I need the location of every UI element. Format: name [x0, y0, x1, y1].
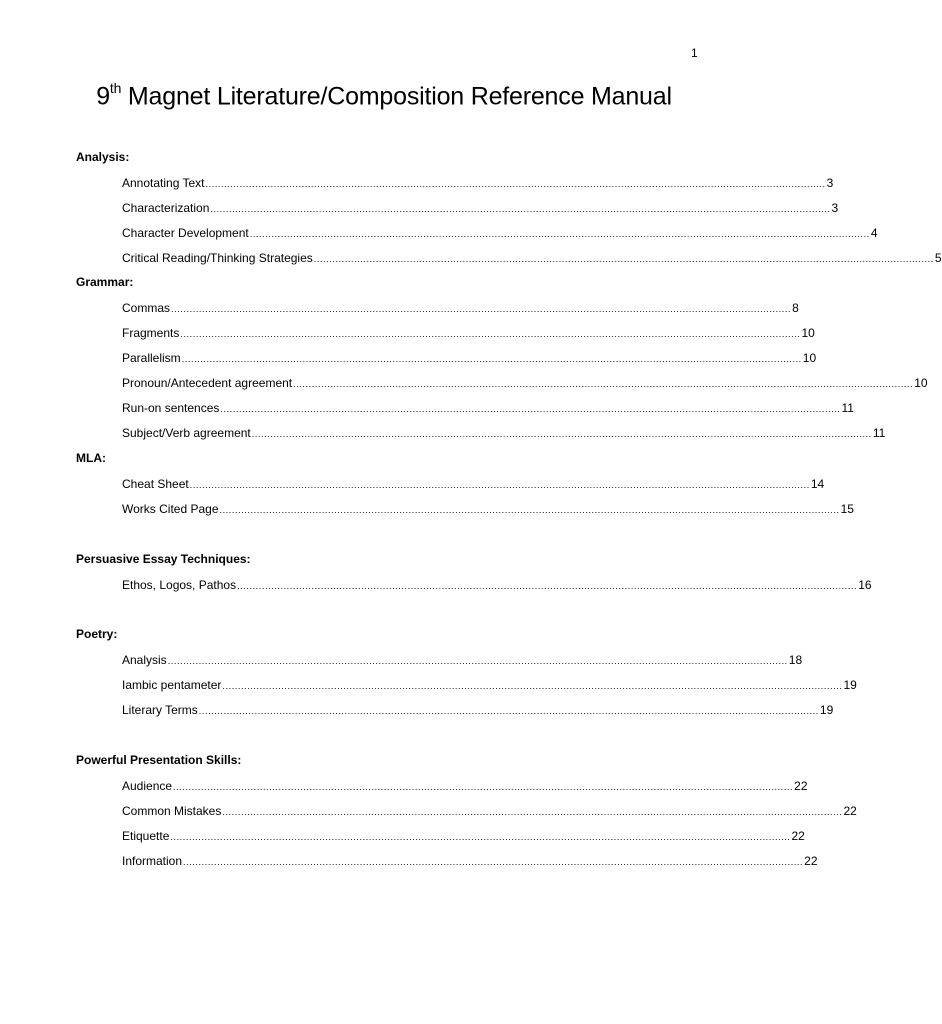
- title-number: 9: [96, 82, 110, 111]
- leader-dots: ........................................................................................................................................................................................................: [249, 229, 870, 239]
- toc-entry: [122, 175, 834, 191]
- toc-entry-label: Commas: [122, 301, 171, 315]
- leader-dots: ........................................................................................................................................................................................................: [198, 706, 819, 716]
- leader-dots: ........................................................................................................................................................................................................: [293, 379, 914, 389]
- leader-dots: ........................................................................................................................................................................................................: [220, 404, 841, 414]
- section-heading: MLA:: [76, 451, 106, 465]
- leader-dots: ........................................................................................................................................................................................................: [251, 429, 872, 439]
- leader-dots: ........................................................................................................................................................................................................: [171, 304, 792, 314]
- toc-entry: [122, 778, 808, 794]
- toc-entry-label: Common Mistakes: [122, 804, 222, 818]
- section-heading: Analysis:: [76, 150, 130, 164]
- toc-entry-page: 16: [858, 578, 872, 592]
- toc-entry: [122, 400, 854, 416]
- toc-entry: [122, 200, 839, 216]
- toc-entry: [122, 803, 857, 819]
- toc-entry: [122, 677, 857, 693]
- toc-entry-label: Subject/Verb agreement: [122, 426, 251, 440]
- toc-entry-label: Run-on sentences: [122, 401, 220, 415]
- toc-entry: [122, 425, 886, 441]
- toc-entry-label: Information: [122, 854, 183, 868]
- toc-entry: [122, 828, 805, 844]
- toc-entry: [122, 476, 825, 492]
- toc-entry-page: 5: [934, 251, 942, 265]
- toc-entry-label: Iambic pentameter: [122, 678, 222, 692]
- leader-dots: ........................................................................................................................................................................................................: [180, 329, 801, 339]
- toc-entry-label: Audience: [122, 779, 173, 793]
- toc-entry-label: Fragments: [122, 326, 180, 340]
- toc-entry-label: Literary Terms: [122, 703, 198, 717]
- toc-entry: [122, 652, 803, 668]
- toc-entry-page: 3: [831, 201, 839, 215]
- toc-entry-page: 14: [810, 477, 825, 491]
- toc-entry-label: Critical Reading/Thinking Strategies: [122, 251, 313, 265]
- toc-entry-label: Annotating Text: [122, 176, 205, 190]
- toc-entry-page: 22: [791, 829, 805, 843]
- leader-dots: ........................................................................................................................................................................................................: [183, 857, 804, 867]
- section-heading: Poetry:: [76, 627, 118, 641]
- toc-entry-page: 8: [792, 301, 799, 315]
- toc-entry: [122, 702, 834, 718]
- leader-dots: ........................................................................................................................................................................................................: [237, 581, 858, 591]
- leader-dots: ........................................................................................................................................................................................................: [313, 254, 934, 264]
- toc-entry: [122, 350, 817, 366]
- toc-entry-page: 11: [841, 401, 854, 415]
- toc-entry: [122, 375, 928, 391]
- leader-dots: ........................................................................................................................................................................................................: [222, 807, 843, 817]
- leader-dots: ........................................................................................................................................................................................................: [219, 505, 840, 515]
- toc-entry: [122, 250, 942, 266]
- toc-entry-page: 10: [801, 326, 815, 340]
- toc-entry: [122, 501, 854, 517]
- title-superscript: th: [109, 80, 122, 96]
- toc-entry-page: 19: [843, 678, 857, 692]
- leader-dots: ........................................................................................................................................................................................................: [189, 480, 810, 490]
- toc-entry-label: Etiquette: [122, 829, 170, 843]
- toc-entry: [122, 325, 815, 341]
- leader-dots: ........................................................................................................................................................................................................: [222, 681, 843, 691]
- toc-entry-page: 3: [826, 176, 834, 190]
- leader-dots: ........................................................................................................................................................................................................: [167, 656, 788, 666]
- leader-dots: ........................................................................................................................................................................................................: [210, 204, 831, 214]
- toc-entry-label: Character Development: [122, 226, 249, 240]
- toc-entry: [122, 577, 872, 593]
- toc-entry-label: Works Cited Page: [122, 502, 219, 516]
- toc-entry: [122, 225, 878, 241]
- section-heading: Powerful Presentation Skills:: [76, 753, 242, 767]
- leader-dots: ........................................................................................................................................................................................................: [181, 354, 802, 364]
- toc-entry-page: 22: [843, 804, 857, 818]
- title-text: Magnet Literature/Composition Reference Manual: [121, 82, 672, 111]
- toc-entry-page: 18: [788, 653, 803, 667]
- toc-entry-label: Ethos, Logos, Pathos: [122, 578, 237, 592]
- toc-entry-page: 19: [819, 703, 834, 717]
- leader-dots: ........................................................................................................................................................................................................: [173, 782, 794, 792]
- leader-dots: ........................................................................................................................................................................................................: [205, 179, 826, 189]
- toc-entry-label: Cheat Sheet: [122, 477, 189, 491]
- toc-entry-page: 15: [840, 502, 854, 516]
- page-number: 1: [691, 46, 698, 60]
- toc-entry-label: Characterization: [122, 201, 210, 215]
- document-title: [0, 82, 768, 111]
- toc-entry-page: 4: [870, 226, 878, 240]
- toc-entry-label: Parallelism: [122, 351, 181, 365]
- toc-entry-page: 11: [872, 426, 886, 440]
- toc-entry-page: 10: [802, 351, 817, 365]
- toc-entry-page: 22: [804, 854, 818, 868]
- toc-entry-page: 10: [914, 376, 928, 390]
- toc-entry: [122, 853, 818, 869]
- toc-entry-page: 22: [794, 779, 808, 793]
- toc-entry: [122, 300, 799, 316]
- leader-dots: ........................................................................................................................................................................................................: [170, 832, 791, 842]
- section-heading: Grammar:: [76, 275, 134, 289]
- section-heading: Persuasive Essay Techniques:: [76, 552, 251, 566]
- toc-entry-label: Analysis: [122, 653, 167, 667]
- toc-entry-label: Pronoun/Antecedent agreement: [122, 376, 293, 390]
